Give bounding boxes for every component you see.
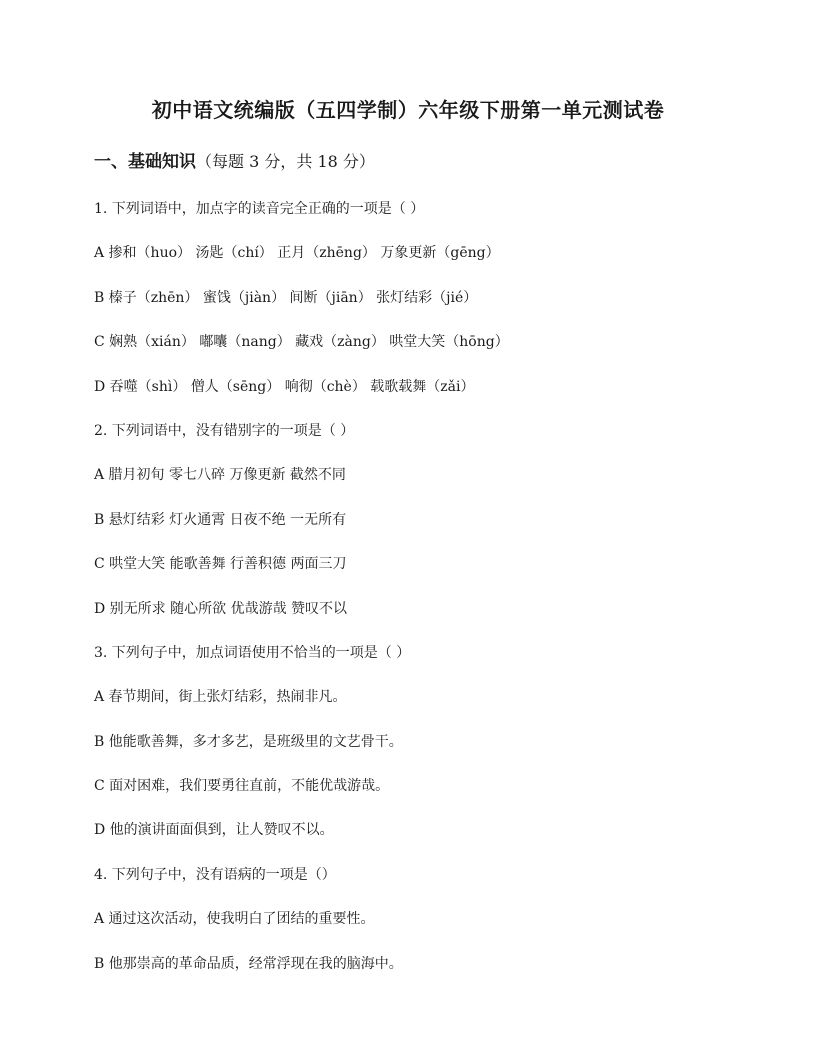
question-1-option-a: A 掺和（huo） 汤匙（chí） 正月（zhēng） 万象更新（gēng） — [94, 245, 500, 262]
section-heading-note: （每题 3 分，共 18 分） — [196, 152, 375, 171]
question-1-stem: 1. 下列词语中，加点字的读音完全正确的一项是（ ） — [94, 201, 425, 217]
section-heading-title: 一、基础知识 — [94, 152, 196, 172]
question-3-stem: 3. 下列句子中，加点词语使用不恰当的一项是（ ） — [94, 644, 411, 661]
question-2-option-c: C 哄堂大笑 能歌善舞 行善积德 两面三刀 — [94, 556, 347, 573]
question-2-stem: 2. 下列词语中，没有错别字的一项是（ ） — [94, 422, 355, 439]
question-1-option-d: D 吞噬（shì） 僧人（sēng） 响彻（chè） 载歌载舞（zǎi） — [94, 378, 475, 395]
question-2-option-d: D 别无所求 随心所欲 优哉游哉 赞叹不以 — [94, 600, 348, 617]
question-3-option-c: C 面对困难，我们要勇往直前，不能优哉游哉。 — [94, 778, 390, 795]
section-heading — [94, 150, 375, 174]
question-1-option-c: C 娴熟（xián） 嘟囔（nang） 藏戏（zàng） 哄堂大笑（hōng） — [94, 334, 509, 351]
question-4-stem: 4. 下列句子中，没有语病的一项是（） — [94, 866, 336, 883]
question-4-option-b: B 他那崇高的革命品质，经常浮现在我的脑海中。 — [94, 955, 403, 972]
question-3-option-b: B 他能歌善舞，多才多艺，是班级里的文艺骨干。 — [94, 733, 403, 750]
question-3-option-d: D 他的演讲面面俱到，让人赞叹不以。 — [94, 822, 334, 839]
question-1-option-b: B 榛子（zhēn） 蜜饯（jiàn） 间断（jiān） 张灯结彩（jié） — [94, 289, 478, 306]
question-2-option-a: A 腊月初旬 零七八碎 万像更新 截然不同 — [94, 467, 346, 484]
question-2-option-b: B 悬灯结彩 灯火通霄 日夜不绝 一无所有 — [94, 511, 347, 528]
question-list — [94, 197, 754, 996]
question-3-option-a: A 春节期间，街上张灯结彩，热闹非凡。 — [94, 689, 347, 706]
document-title: 初中语文统编版（五四学制）六年级下册第一单元测试卷 — [151, 98, 665, 122]
question-4-option-a: A 通过这次活动，使我明白了团结的重要性。 — [94, 911, 375, 928]
